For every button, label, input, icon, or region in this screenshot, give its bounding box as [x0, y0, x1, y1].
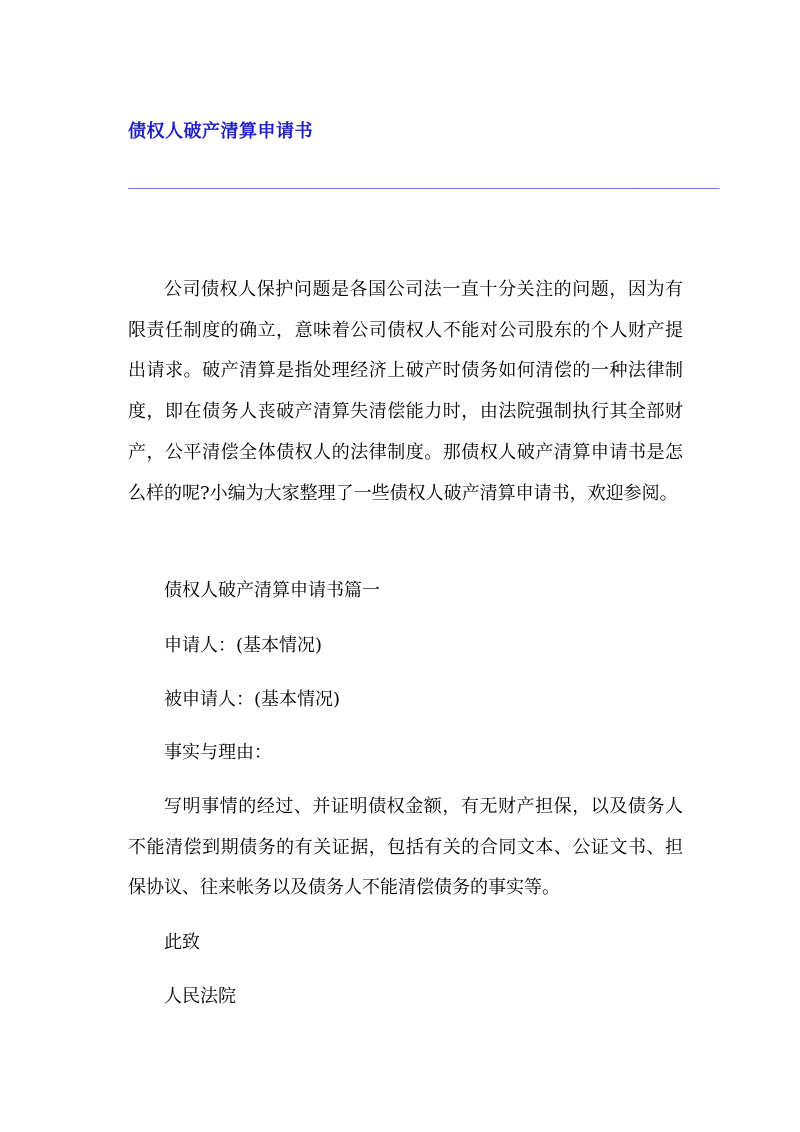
facts-paragraph: 写明事情的经过、并证明债权金额，有无财产担保，以及债务人不能清偿到期债务的有关证据，包括有关的合同文本、公证文书、担保协议、往来帐务以及债务人不能清偿债务的事实等。 — [128, 796, 683, 899]
applicant-line: 申请人：(基本情况) — [164, 635, 323, 656]
intro-block — [128, 270, 683, 514]
document-title: 债权人破产清算申请书 — [128, 121, 313, 142]
facts-block — [128, 787, 683, 909]
title-underline: ________________________________________________________________ — [128, 170, 719, 189]
facts-heading: 事实与理由： — [164, 742, 272, 763]
section-heading: 债权人破产清算申请书篇一 — [164, 580, 380, 601]
respondent-line: 被申请人：(基本情况) — [164, 689, 341, 710]
recipient-line: 人民法院 — [164, 986, 236, 1007]
intro-paragraph: 公司债权人保护问题是各国公司法一直十分关注的问题，因为有限责任制度的确立，意味着公司债权人不能对公司股东的个人财产提出请求。破产清算是指处理经济上破产时债务如何清偿的一种法律制度，即在债务人丧破产清算失清偿能力时，由法院强制执行其全部财产，公平清偿全体债权人的法律制度。那债权人破产清算申请书是怎么样的呢?小编为大家整理了一些债权人破产清算申请书，欢迎参阅。 — [128, 279, 683, 504]
closing-line: 此致 — [164, 932, 200, 953]
